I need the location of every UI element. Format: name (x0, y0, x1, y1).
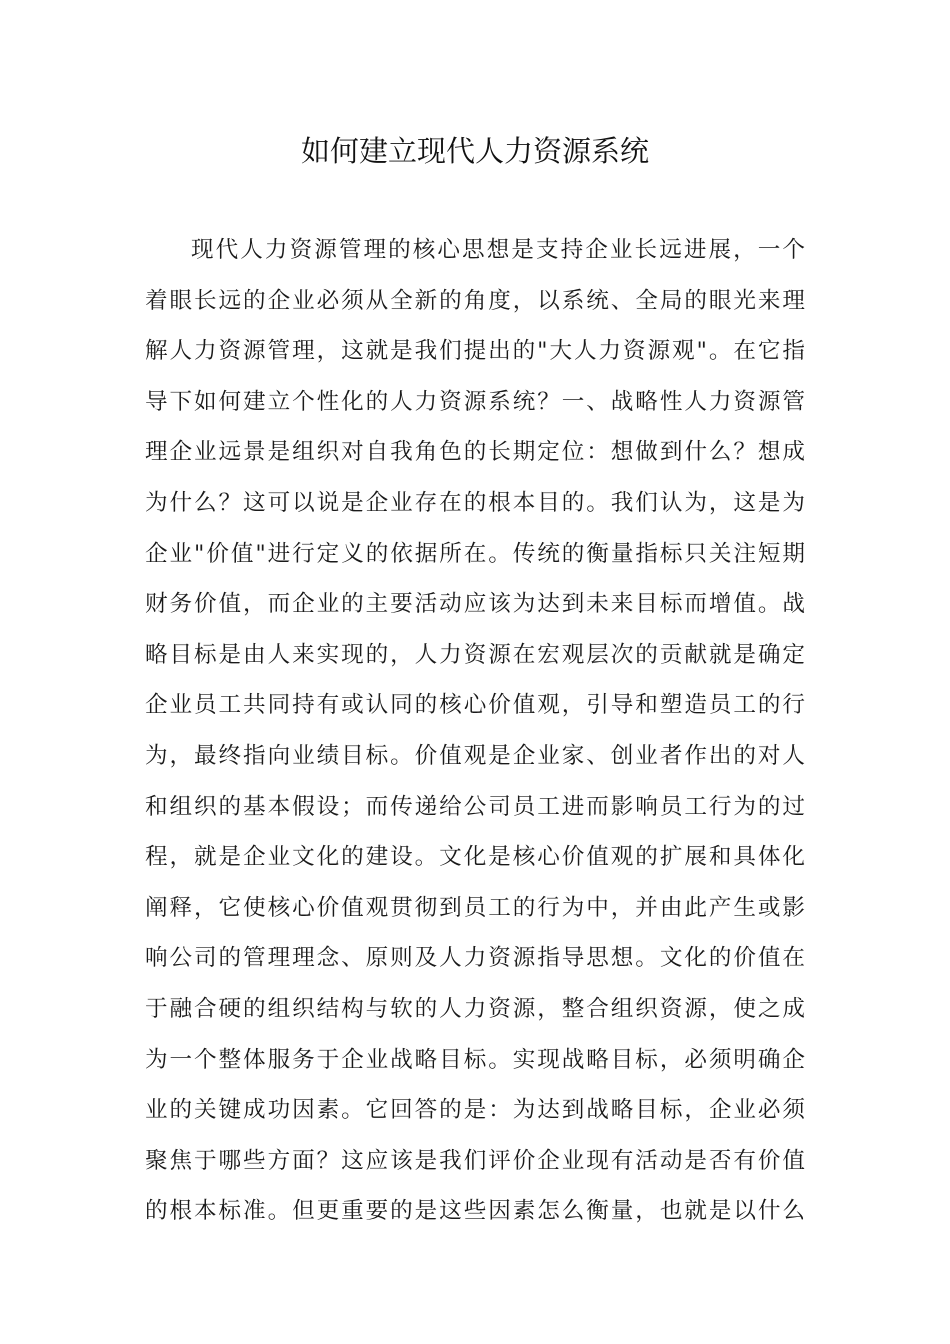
body-line: 略目标是由人来实现的，人力资源在宏观层次的贡献就是确定 (145, 641, 805, 668)
body-line: 为一个整体服务于企业战略目标。实现战略目标，必须明确企 (145, 1046, 805, 1073)
body-line: 为，最终指向业绩目标。价值观是企业家、创业者作出的对人 (145, 742, 805, 769)
body-line: 解人力资源管理，这就是我们提出的"大人力资源观"。在它指 (145, 338, 805, 365)
body-line: 为什么？这可以说是企业存在的根本目的。我们认为，这是为 (145, 489, 805, 516)
body-line: 企业员工共同持有或认同的核心价值观，引导和塑造员工的行 (145, 692, 805, 719)
body-line: 程，就是企业文化的建设。文化是核心价值观的扩展和具体化 (145, 844, 805, 871)
body-line: 企业"价值"进行定义的依据所在。传统的衡量指标只关注短期 (145, 540, 805, 567)
document-title: 如何建立现代人力资源系统 (300, 134, 649, 168)
body-line: 业的关键成功因素。它回答的是：为达到战略目标，企业必须 (145, 1097, 805, 1124)
body-line: 现代人力资源管理的核心思想是支持企业长远进展，一个 (191, 237, 805, 263)
body-line: 导下如何建立个性化的人力资源系统？一、战略性人力资源管 (145, 388, 805, 415)
body-line: 响公司的管理理念、原则及人力资源指导思想。文化的价值在 (145, 945, 805, 972)
document-body (145, 225, 805, 1237)
body-line: 于融合硬的组织结构与软的人力资源，整合组织资源，使之成 (145, 995, 805, 1022)
body-line: 着眼长远的企业必须从全新的角度，以系统、全局的眼光来理 (145, 287, 805, 314)
body-line: 聚焦于哪些方面？这应该是我们评价企业现有活动是否有价值 (145, 1147, 805, 1174)
body-line: 和组织的基本假设；而传递给公司员工进而影响员工行为的过 (145, 793, 805, 820)
body-line: 理企业远景是组织对自我角色的长期定位：想做到什么？想成 (145, 439, 805, 466)
body-line: 阐释，它使核心价值观贯彻到员工的行为中，并由此产生或影 (145, 894, 805, 921)
body-line: 的根本标准。但更重要的是这些因素怎么衡量，也就是以什么 (145, 1198, 805, 1225)
body-line: 财务价值，而企业的主要活动应该为达到未来目标而增值。战 (145, 591, 805, 618)
